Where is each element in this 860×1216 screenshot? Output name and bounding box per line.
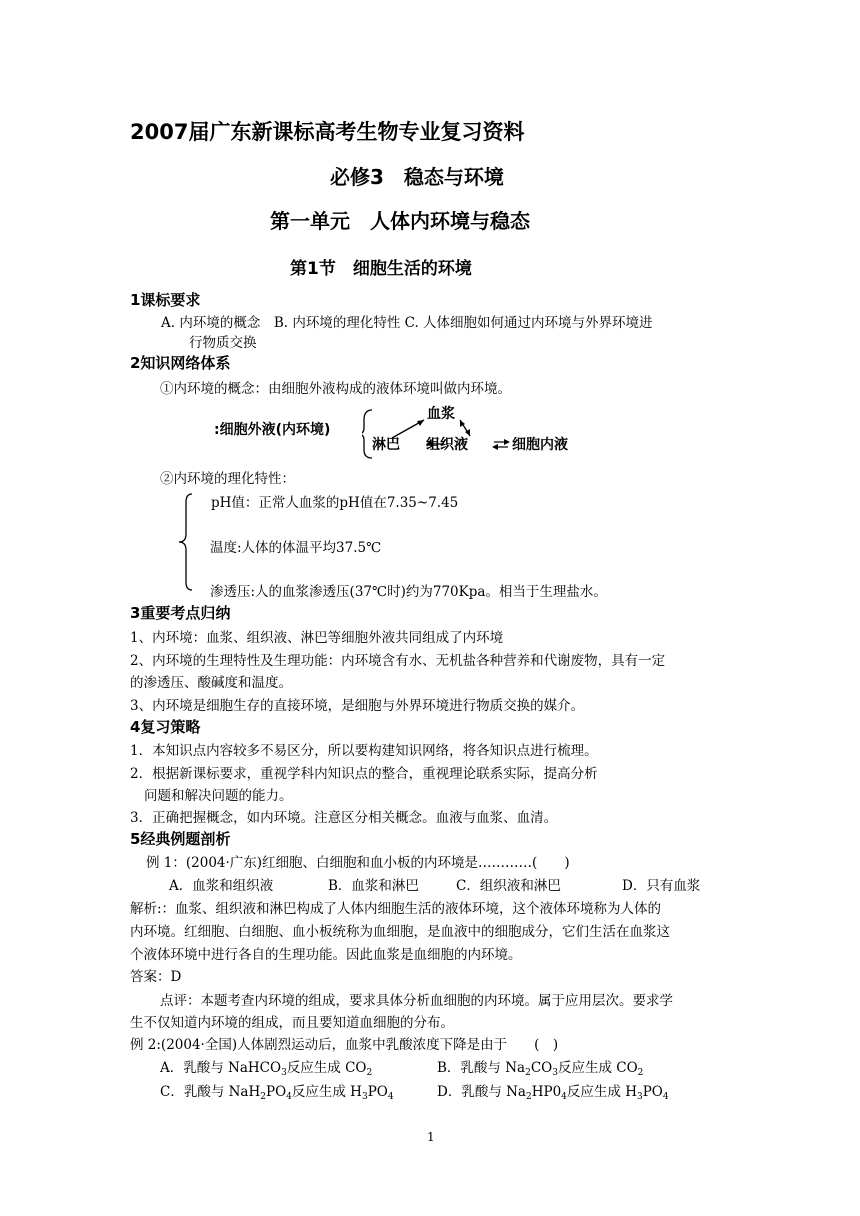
module-title: 必修3 稳态与环境 bbox=[330, 165, 504, 189]
section-4-heading: 4复习策略 bbox=[130, 718, 201, 736]
diagram-brace bbox=[362, 410, 372, 458]
s4-point-2a: 2．根据新课标要求，重视学科内知识点的整合，重视理论联系实际，提高分析 bbox=[130, 766, 598, 782]
concept-diagram bbox=[214, 402, 568, 462]
section-1-heading: 1课标要求 bbox=[130, 291, 201, 309]
example-1-analysis-1: 解析:：血浆、组织液和淋巴构成了人体内细胞生活的液体环境，这个液体环境称为人体的 bbox=[130, 901, 662, 917]
example-1-option-c: C．组织液和淋巴 bbox=[456, 878, 561, 894]
diagram-extracellular-fluid: :细胞外液(内环境) bbox=[214, 422, 331, 438]
example-2-option-a: A．乳酸与 NaHCO$_3$反应生成 $CO_2$ bbox=[160, 1060, 373, 1078]
example-2-question: 例 2:(2004·全国)人体剧烈运动后，血浆中乳酸浓度下降是由于 ( ) bbox=[130, 1037, 559, 1053]
example-1-analysis-3: 个液体环境中进行各自的生理功能。因此血浆是血细胞的内环境。 bbox=[130, 947, 522, 963]
section-3-heading: 3重要考点归纳 bbox=[130, 604, 231, 622]
example-1-comment-2: 生不仅知道内环境的组成，而且要知道血细胞的分布。 bbox=[130, 1015, 454, 1031]
ph-property: pH值：正常人血浆的pH值在7.35~7.45 bbox=[211, 495, 459, 511]
section-2-heading: 2知识网络体系 bbox=[130, 354, 231, 372]
example-2-option-b: B．乳酸与 $Na_2CO_3$反应生成 $CO_2$ bbox=[437, 1060, 644, 1078]
osmotic-pressure-property: 渗透压:人的血浆渗透压(37℃时)约为770Kpa。相当于生理盐水。 bbox=[210, 584, 607, 600]
diagram-intracellular-fluid: 细胞内液 bbox=[512, 437, 568, 453]
s1-line-2: 行物质交换 bbox=[189, 335, 257, 351]
s4-point-2b: 问题和解决问题的能力。 bbox=[144, 788, 293, 804]
s4-point-1: 1．本知识点内容较多不易区分，所以要构建知识网络，将各知识点进行梳理。 bbox=[130, 743, 598, 759]
section-5-heading: 5经典例题剖析 bbox=[130, 830, 231, 848]
properties-title: ②内环境的理化特性： bbox=[160, 471, 295, 487]
example-1-question: 例 1：(2004·广东)红细胞、白细胞和血小板的内环境是…………( ) bbox=[146, 855, 570, 871]
s4-point-3: 3．正确把握概念，如内环境。注意区分相关概念。血液与血浆、血清。 bbox=[130, 810, 558, 826]
document-title: 2007届广东新课标高考生物专业复习资料 bbox=[130, 120, 525, 144]
temperature-property: 温度:人体的体温平均37.5℃ bbox=[210, 540, 382, 556]
diagram-lymph: 淋巴 bbox=[372, 437, 400, 453]
unit-title: 第一单元 人体内环境与稳态 bbox=[270, 209, 530, 233]
example-1-analysis-2: 内环境。红细胞、白细胞、血小板统称为血细胞，是血液中的细胞成分，它们生活在血浆这 bbox=[130, 924, 670, 940]
example-1-comment-1: 点评：本题考查内环境的组成，要求具体分析血细胞的内环境。属于应用层次。要求学 bbox=[160, 993, 673, 1009]
example-1-option-b: B．血浆和淋巴 bbox=[328, 878, 419, 894]
s1-line-1: A. 内环境的概念 B. 内环境的理化特性 C. 人体细胞如何通过内环境与外界环境进 bbox=[161, 315, 653, 331]
s3-point-2b: 的渗透压、酸碱度和温度。 bbox=[130, 675, 292, 691]
example-2-option-c: C．乳酸与 $NaH_2PO_4$反应生成 $H_3PO_4$ bbox=[160, 1084, 394, 1102]
example-2-option-d: D．乳酸与 $Na_2HP0_4$反应生成 $H_3PO_4$ bbox=[437, 1084, 669, 1102]
properties-brace bbox=[176, 492, 196, 592]
diagram-plasma: 血浆 bbox=[427, 406, 455, 422]
s3-point-3: 3、内环境是细胞生存的直接环境，是细胞与外界环境进行物质交换的媒介。 bbox=[130, 698, 585, 714]
section-title: 第1节 细胞生活的环境 bbox=[290, 259, 472, 279]
s3-point-2a: 2、内环境的生理特性及生理功能：内环境含有水、无机盐各种营养和代谢废物，具有一定 bbox=[130, 653, 666, 669]
example-1-answer: 答案：D bbox=[130, 969, 182, 985]
example-1-option-d: D．只有血浆 bbox=[622, 878, 701, 894]
diagram-tissue-fluid: 组织液 bbox=[426, 437, 468, 453]
s3-point-1: 1、内环境：血浆、组织液、淋巴等细胞外液共同组成了内环境 bbox=[130, 630, 504, 646]
example-1-option-a: A．血浆和组织液 bbox=[169, 878, 274, 894]
concept-line: ①内环境的概念：由细胞外液构成的液体环境叫做内环境。 bbox=[160, 381, 511, 397]
page-number: 1 bbox=[427, 1130, 435, 1144]
